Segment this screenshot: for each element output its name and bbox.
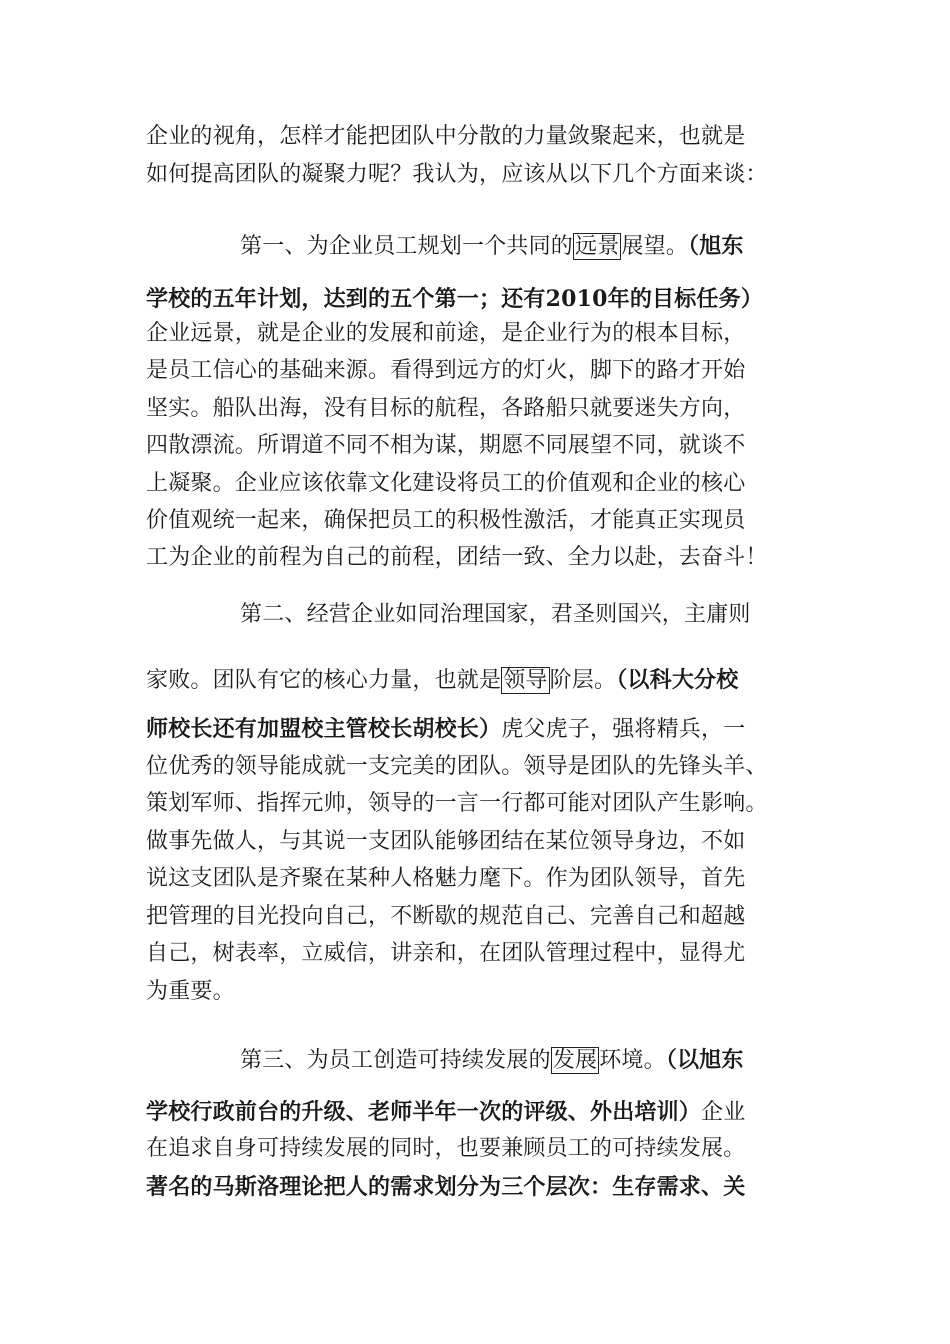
section1-body-line-7: 工为企业的前程为自己的前程，团结一致、全力以赴，去奋斗！	[146, 545, 768, 570]
section2-heading: 第二、经营企业如同治理国家，君圣则国兴，主庸则	[240, 602, 751, 627]
section2-line3-rest: 虎父虎子，强将精兵，一	[501, 717, 746, 742]
section2-body-line-6: 自己，树表率，立威信，讲亲和，在团队管理过程中，显得尤	[146, 941, 746, 966]
section2-body-line-7: 为重要。	[146, 979, 235, 1004]
section2-body-line-2: 策划军师、指挥元帅，领导的一言一行都可能对团队产生影响。	[146, 791, 768, 816]
section2-body-line-5: 把管理的目光投向自己，不断歇的规范自己、完善自己和超越	[146, 904, 746, 929]
section2-body-line-3: 做事先做人，与其说一支团队能够团结在某位领导身边，不如	[146, 829, 746, 854]
section1-body-line-2: 是员工信心的基础来源。看得到远方的灯火，脚下的路才开始	[146, 358, 746, 383]
intro-line-1: 企业的视角，怎样才能把团队中分散的力量敛聚起来，也就是	[146, 124, 746, 149]
section2-keyword-box: 领导	[503, 668, 548, 693]
section2-note-start: （以科大分校	[616, 667, 739, 693]
section3-line2-rest: 企业	[701, 1100, 746, 1125]
intro-line-2: 如何提高团队的凝聚力呢？我认为，应该从以下几个方面来谈：	[146, 162, 768, 187]
section1-note: 学校的五年计划，达到的五个第一；还有2010年的目标任务）	[146, 286, 764, 312]
section3-line-2	[146, 1094, 806, 1130]
section2-line2-prefix: 家败。团队有它的核心力量，也就是	[146, 668, 502, 693]
section1-body-line-6: 价值观统一起来，确保把员工的积极性激活，才能真正实现员	[146, 508, 746, 533]
section2-note: 师校长还有加盟校主管校长胡校长）	[146, 716, 502, 742]
section2-line-3	[146, 711, 806, 747]
section1-heading-suffix: 展望。	[621, 234, 689, 259]
section3-heading	[240, 1042, 800, 1078]
section1-body-line-4: 四散漂流。所谓道不同不相为谋，期愿不同展望不同，就谈不	[146, 433, 746, 458]
section1-body-line-1: 企业远景，就是企业的发展和前途，是企业行为的根本目标，	[146, 321, 746, 346]
section1-body-line-3: 坚实。船队出海，没有目标的航程，各路船只就要迷失方向，	[146, 396, 746, 421]
section3-note-start: （以旭东	[665, 1047, 744, 1073]
section1-note-start: （旭东	[688, 233, 744, 259]
section3-heading-prefix: 第三、为员工创造可持续发展的	[240, 1048, 551, 1073]
section3-note: 学校行政前台的升级、老师半年一次的评级、外出培训）	[146, 1099, 702, 1125]
section1-keyword-box: 远景	[575, 234, 620, 259]
section3-bold-line: 著名的马斯洛理论把人的需求划分为三个层次：生存需求、关	[146, 1174, 746, 1200]
section2-body-line-1: 位优秀的领导能成就一支完美的团队。领导是团队的先锋头羊、	[146, 754, 768, 779]
section1-body-line-5: 上凝聚。企业应该依靠文化建设将员工的价值观和企业的核心	[146, 471, 746, 496]
section1-heading-prefix: 第一、为企业员工规划一个共同的	[240, 234, 574, 259]
section2-body-line-4: 说这支团队是齐聚在某种人格魅力麾下。作为团队领导，首先	[146, 866, 746, 891]
section3-body-line-1: 在追求自身可持续发展的同时，也要兼顾员工的可持续发展。	[146, 1136, 746, 1161]
section2-line-2	[146, 662, 806, 698]
section1-heading	[240, 228, 800, 264]
section2-line2-suffix: 阶层。	[549, 668, 617, 693]
section3-heading-suffix: 环境。	[599, 1048, 666, 1073]
section3-keyword-box: 发展	[552, 1048, 598, 1073]
